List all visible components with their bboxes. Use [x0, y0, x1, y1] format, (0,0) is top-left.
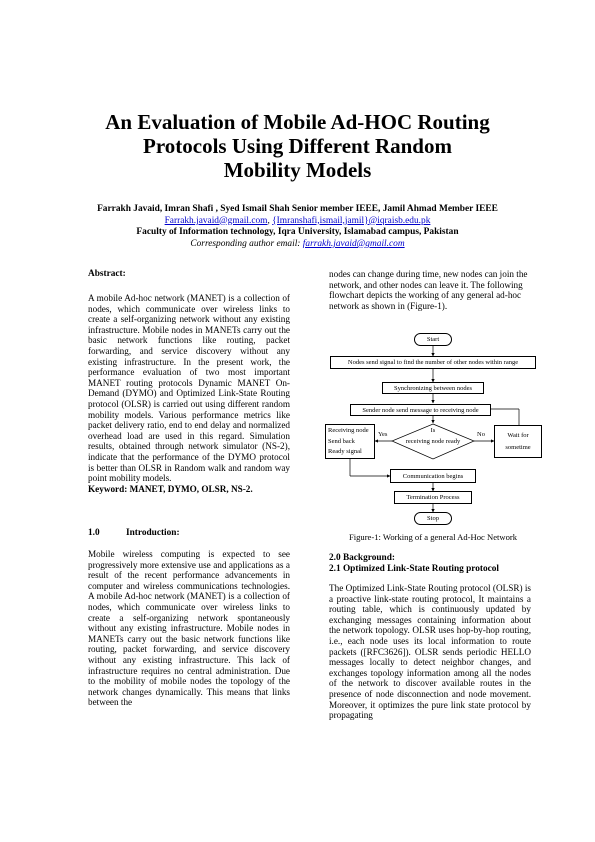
flow-step-termination: Termination Process: [394, 491, 472, 504]
author-names: Farrakh Javaid, Imran Shafi , Syed Ismail Shah Senior member IEEE, Jamil Ahmad Member IEEE: [97, 204, 498, 214]
abstract-section: [88, 293, 290, 494]
figure-caption: Figure-1: Working of a general Ad-Hoc Network: [348, 532, 518, 542]
flow-ready-signal: [325, 424, 375, 459]
flow-no-label: No: [477, 431, 485, 438]
flow-start: Start: [414, 333, 452, 346]
flow-step-find-nodes: Nodes send signal to find the number of other nodes within range: [330, 356, 536, 369]
corresponding-author: [0, 239, 595, 251]
keywords: [88, 484, 290, 495]
flow-yes-label: Yes: [378, 431, 388, 438]
background-heading: [329, 553, 499, 575]
abstract-body: A mobile Ad-hoc network (MANET) is a collection of nodes, which communicate over wireless links to create a self-organizing network without any existing infrastructure. Mobile nodes in MANETs carry out the basic network functions like routing, packet forwarding, and service discovery without any existing infrastructure. In the present work, the performance evaluation of two most important MANET routing protocols Dynamic MANET On-Demand (DYMO) and Optimized Link-State Routing protocol (OLSR) is carried out using different random mobility models. Various performance metrics like packet delivery ratio, end to end delay and normalized overhead load are used in this regard. Simulation results, obtained through network simulator (NS-2), indicate that the performance of the DYMO protocol is better than OLSR in Random walk and random way point mobility models.: [88, 293, 290, 484]
title-line-3: Mobility Models: [223, 158, 372, 182]
flow-ready-line-1: Receiving node: [328, 427, 369, 434]
paper-title: [0, 110, 595, 182]
flow-wait-line-1: Wait for: [507, 432, 529, 439]
title-line-1: An Evaluation of Mobile Ad-HOC Routing: [105, 110, 490, 134]
abstract-heading: Abstract:: [88, 269, 126, 279]
email-separator: ,: [267, 215, 273, 226]
intro-title: Introduction:: [126, 528, 180, 538]
flow-stop: Stop: [414, 512, 452, 525]
keyword-label: Keyword:: [88, 483, 128, 494]
flow-wait: [494, 425, 542, 458]
keyword-list: MANET, DYMO, OLSR, NS-2.: [127, 483, 253, 494]
flow-step-communication: Communication begins: [390, 469, 476, 483]
affiliation: Faculty of Information technology, Iqra University, Islamabad campus, Pakistan: [136, 227, 459, 238]
corresponding-label: Corresponding author email:: [190, 238, 303, 249]
flowchart: [322, 327, 544, 527]
intro-heading: [88, 528, 180, 538]
author-block: [0, 204, 595, 250]
email-link-2[interactable]: {Imranshafi,ismail,jamil}@iqraisb.edu.pk: [272, 215, 431, 226]
background-body: The Optimized Link-State Routing protocol (OLSR) is a proactive link-state routing protocol, It maintains a routing table, which is continuously updated by exchanging messages containing information about the network topology. OLSR uses hop-by-hop routing, i.e., each node uses its local information to route packets ([RFC3626]). OLSR sends periodic HELLO messages locally to detect neighbor changes, and exchanges topology information among all the nodes of the network to discover available routes in the presence of node disconnection and node movement. Moreover, it optimizes the pure link state protocol by propagating: [329, 583, 531, 721]
author-emails: [0, 216, 595, 228]
background-heading-2: 2.1 Optimized Link-State Routing protocol: [329, 564, 500, 574]
flow-step-send-message: Sender node send message to receiving node: [350, 404, 491, 416]
flow-ready-line-2: Send back: [328, 437, 355, 445]
flow-wait-line-2: sometime: [505, 444, 531, 451]
flow-step-synchronize: Synchronizing between nodes: [382, 382, 484, 394]
flow-decision-line-2: receiving node ready: [405, 438, 461, 445]
background-heading-1: 2.0 Background:: [329, 553, 395, 563]
email-link-1[interactable]: Farrakh.javaid@gmail.com: [164, 215, 268, 226]
intro-number: 1.0: [88, 528, 100, 538]
corresponding-email-link[interactable]: farrakh.javaid@gmail.com: [302, 238, 405, 249]
flow-ready-line-3: Ready signal: [328, 448, 362, 455]
right-column-intro: nodes can change during time, new nodes can join the network, and other nodes can leave it. The following flowchart depicts the working of any general ad-hoc network as shown in (Figure-1).: [329, 269, 528, 311]
title-line-2: Protocols Using Different Random: [143, 134, 452, 158]
intro-body: Mobile wireless computing is expected to see progressively more extensive use and applications as a result of the recent performance advancements in computer and wireless communications technologies. A mobile Ad-hoc network (MANET) is a collection of nodes, which communicate over wireless links to create a self-organizing network spontaneously without any existing infrastructure. Mobile nodes in MANETs carry out the basic network functions like routing, packet forwarding, and service discovery without any existing infrastructure. This lack of infrastructure requires no central administration. Due to the mobility of mobile nodes the topology of the network changes dynamically. This means that links between the: [88, 549, 290, 708]
flow-decision-line-1: Is: [430, 427, 436, 434]
